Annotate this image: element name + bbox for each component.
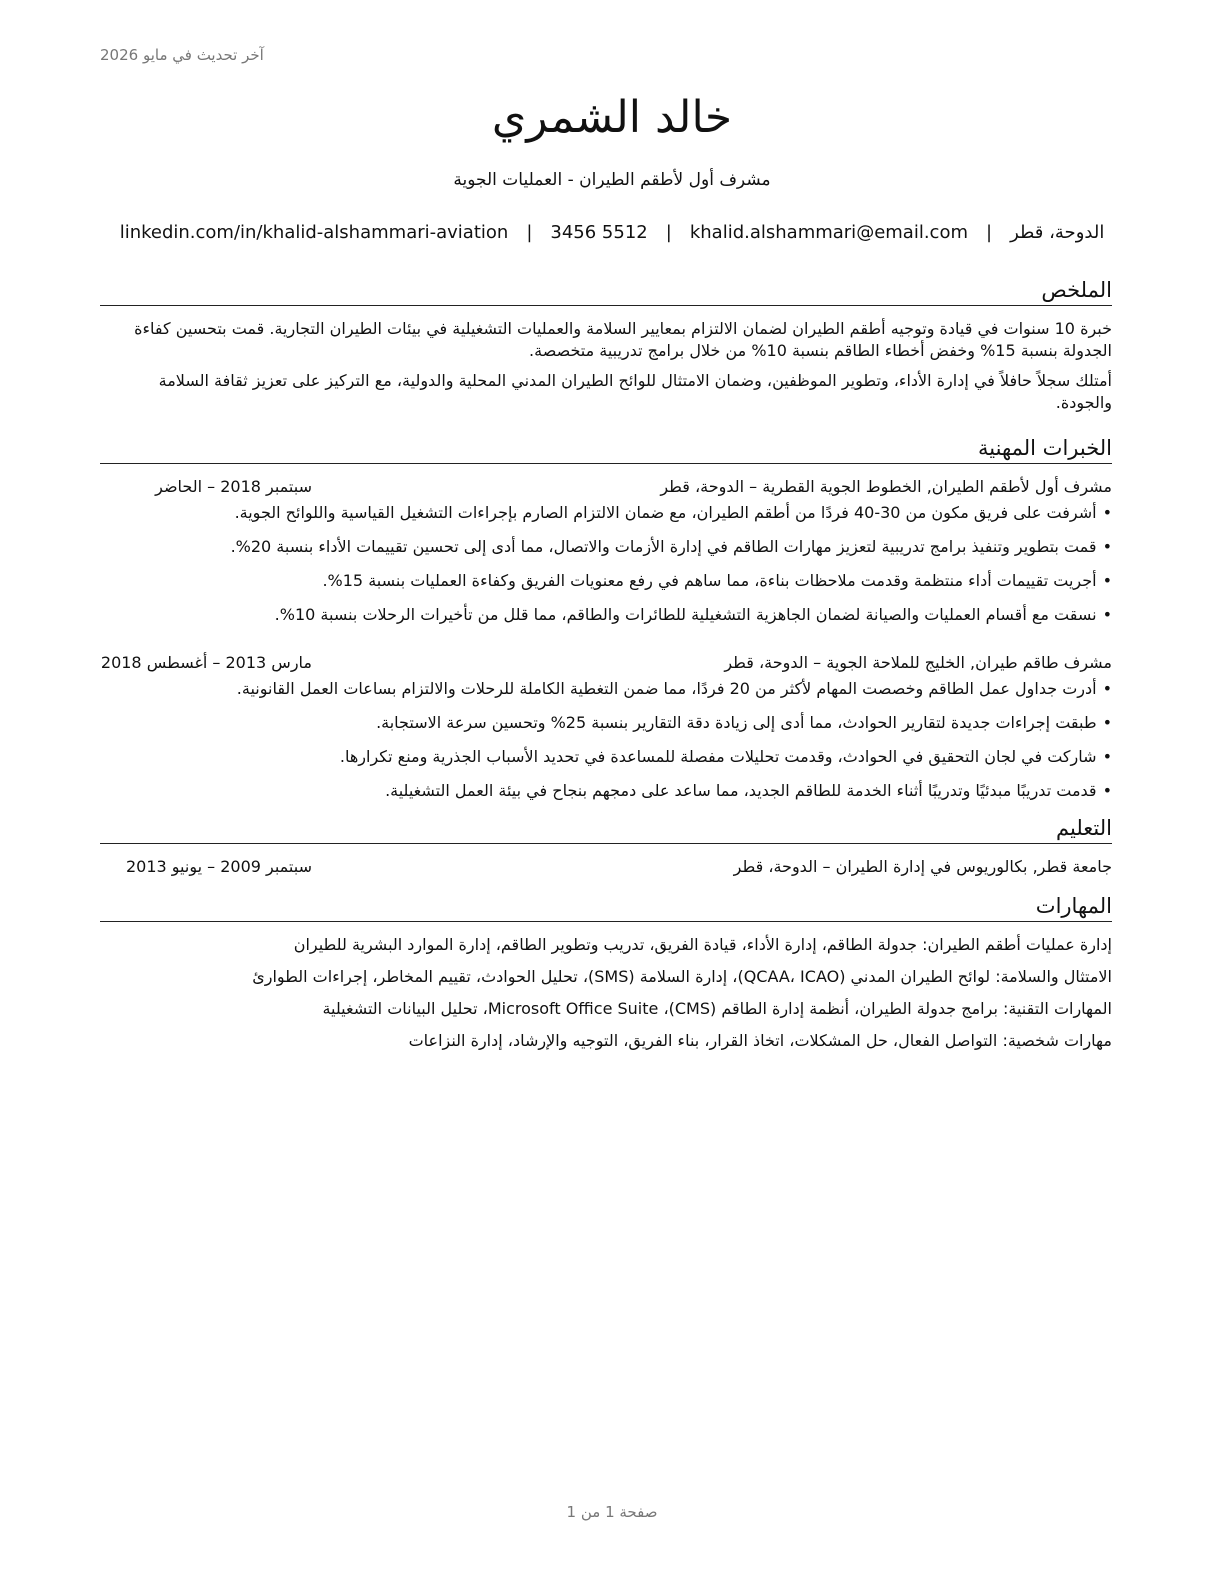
education-section (100, 814, 1112, 878)
contact-location: الدوحة، قطر (1010, 222, 1105, 243)
job-bullets (100, 502, 1112, 626)
education-heading: التعليم (100, 814, 1112, 844)
education-entry (100, 856, 1112, 878)
job-bullet: •قمت بتطوير وتنفيذ برامج تدريبية لتعزيز مهارات الطاقم في إدارة الأزمات والاتصال، مما أدى إلى تحسين تقييمات الأداء بنسبة 20%. (230, 537, 1112, 556)
job-entry (100, 476, 1112, 626)
experience-section (100, 434, 1112, 802)
job-bullet: •نسقت مع أقسام العمليات والصيانة لضمان الجاهزية التشغيلية للطائرات والطاقم، مما قلل من تأخيرات الرحلات بنسبة 10%. (274, 605, 1112, 624)
job-bullets (100, 678, 1112, 802)
job-bullet: •أدرت جداول عمل الطاقم وخصصت المهام لأكثر من 20 فردًا، مما ضمن التغطية الكاملة للرحلات والالتزام بساعات العمل القانونية. (236, 679, 1112, 698)
job-bullet: •أشرفت على فريق مكون من 30-40 فردًا من أطقم الطيران، مع ضمان الالتزام الصارم بإجراءات التشغيل القياسية واللوائح الجوية. (234, 503, 1112, 522)
contact-line (100, 222, 1124, 243)
skills-line: إدارة عمليات أطقم الطيران: جدولة الطاقم، إدارة الأداء، قيادة الفريق، تدريب وتطوير الطاقم، إدارة الموارد البشرية للطيران (293, 935, 1112, 954)
skills-line: المهارات التقنية: برامج جدولة الطيران، أنظمة إدارة الطاقم (CMS)، Microsoft Office Suite، تحليل البيانات التشغيلية (322, 999, 1112, 1018)
page-number: صفحة 1 من 1 (566, 1503, 658, 1521)
summary-paragraph: خبرة 10 سنوات في قيادة وتوجيه أطقم الطيران لضمان الالتزام بمعايير السلامة والعمليات التشغيلية في بيئات الطيران التجارية. قمت بتحسين كفاءة الجدولة بنسبة 15% وخفض أخطاء الطاقم بنسبة 10% من خلال برامج تدريبية متخصصة. (134, 319, 1112, 360)
resume-body (100, 276, 1112, 1062)
contact-separator: | (986, 222, 993, 243)
experience-heading: الخبرات المهنية (100, 434, 1112, 464)
summary-heading: الملخص (100, 276, 1112, 306)
summary-section (100, 276, 1112, 414)
contact-separator: | (665, 222, 672, 243)
contact-email[interactable]: khalid.alshammari@email.com (689, 222, 968, 243)
education-dates: سبتمبر 2009 – يونيو 2013 (125, 857, 312, 876)
job-role: مشرف أول لأطقم الطيران, الخطوط الجوية القطرية – الدوحة، قطر (660, 477, 1112, 496)
education-degree: جامعة قطر, بكالوريوس في إدارة الطيران – الدوحة، قطر (733, 857, 1112, 876)
skills-heading: المهارات (100, 892, 1112, 922)
skills-line: الامتثال والسلامة: لوائح الطيران المدني (QCAA، ICAO)، إدارة السلامة (SMS)، تحليل الحوادث، تقييم المخاطر، إجراءات الطوارئ (252, 967, 1112, 986)
job-bullet: •شاركت في لجان التحقيق في الحوادث، وقدمت تحليلات مفصلة للمساعدة في تحديد الأسباب الجذرية ومنع تكرارها. (339, 747, 1112, 766)
candidate-name: خالد الشمري (491, 92, 733, 143)
candidate-title: مشرف أول لأطقم الطيران - العمليات الجوية (453, 170, 771, 190)
job-bullet: •قدمت تدريبًا مبدئيًا وتدريبًا أثناء الخدمة للطاقم الجديد، مما ساعد على دمجهم بنجاح في بيئة العمل التشغيلية. (385, 781, 1112, 800)
summary-paragraph: أمتلك سجلاً حافلاً في إدارة الأداء، وتطوير الموظفين، وضمان الامتثال للوائح الطيران المدني المحلية والدولية، مع التركيز على تعزيز ثقافة السلامة والجودة. (158, 371, 1112, 412)
skills-section (100, 892, 1112, 1052)
job-role: مشرف طاقم طيران, الخليج للملاحة الجوية – الدوحة، قطر (724, 653, 1112, 672)
skills-line: مهارات شخصية: التواصل الفعال، حل المشكلات، اتخاذ القرار، بناء الفريق، التوجيه والإرشاد، إدارة النزاعات (408, 1031, 1112, 1050)
job-dates: مارس 2013 – أغسطس 2018 (100, 653, 312, 672)
job-header (100, 652, 1112, 674)
contact-separator: | (526, 222, 533, 243)
job-header (100, 476, 1112, 498)
contact-phone[interactable]: 3456 5512 (550, 222, 648, 243)
job-bullet: •أجريت تقييمات أداء منتظمة وقدمت ملاحظات بناءة، مما ساهم في رفع معنويات الفريق وكفاءة العمليات بنسبة 15%. (322, 571, 1112, 590)
last-updated-note: آخر تحديث في مايو 2026 (100, 46, 264, 64)
job-bullet: •طبقت إجراءات جديدة لتقارير الحوادث، مما أدى إلى زيادة دقة التقارير بنسبة 25% وتحسين سرعة الاستجابة. (376, 713, 1112, 732)
job-dates: سبتمبر 2018 – الحاضر (155, 477, 312, 496)
job-entry (100, 652, 1112, 802)
contact-linkedin[interactable]: linkedin.com/in/khalid-alshammari-aviation (119, 222, 509, 243)
